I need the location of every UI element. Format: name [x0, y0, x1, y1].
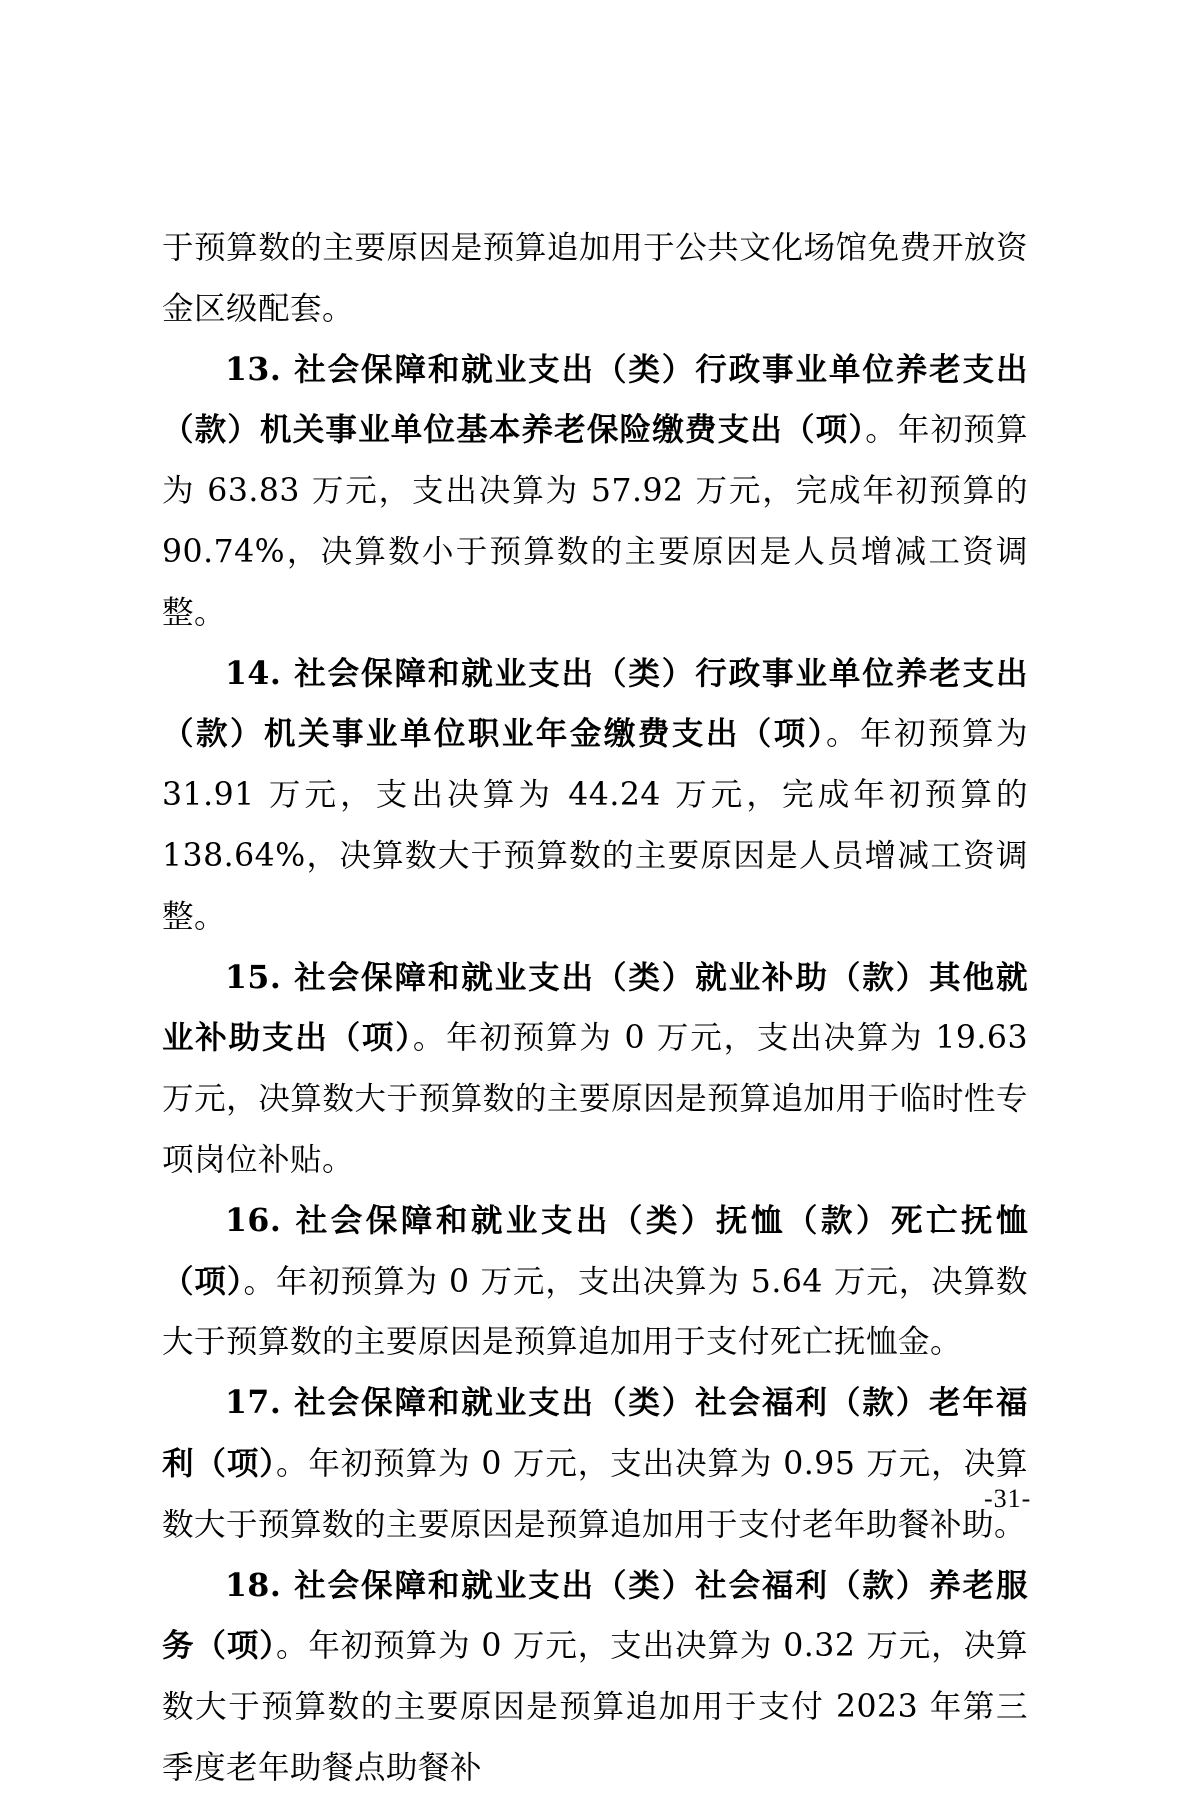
- paragraph-item-15: [162, 948, 1028, 1191]
- paragraph-body: 于预算数的主要原因是预算追加用于公共文化场馆免费开放资金区级配套。: [162, 230, 1028, 327]
- paragraph-body: 。年初预算为 63.83 万元，支出决算为 57.92 万元，完成年初预算的 90.74%，决算数小于预算数的主要原因是人员增减工资调整。: [162, 412, 1028, 631]
- item-heading: 16. 社会保障和就业支出（类）抚恤（款）死亡抚恤（项）: [162, 1201, 1028, 1300]
- item-heading: 13. 社会保障和就业支出（类）行政事业单位养老支出（款）机关事业单位基本养老保险缴费支出（项）: [162, 350, 1028, 449]
- paragraph-body: 。年初预算为 0 万元，支出决算为 0.95 万元，决算数大于预算数的主要原因是预算追加用于支付老年助餐补助。: [162, 1445, 1028, 1543]
- paragraph-item-17: [162, 1373, 1028, 1555]
- paragraph-continuation: [162, 218, 1028, 340]
- paragraph-item-18: [162, 1556, 1028, 1799]
- item-heading: 18. 社会保障和就业支出（类）社会福利（款）养老服务（项）: [162, 1566, 1028, 1665]
- paragraph-body: 。年初预算为 0 万元，支出决算为 19.63 万元，决算数大于预算数的主要原因是预算追加用于临时性专项岗位补贴。: [162, 1020, 1028, 1178]
- paragraph-body: 。年初预算为 0 万元，支出决算为 5.64 万元，决算数大于预算数的主要原因是预算追加用于支付死亡抚恤金。: [162, 1263, 1028, 1361]
- paragraph-body: 。年初预算为 0 万元，支出决算为 0.32 万元，决算数大于预算数的主要原因是预算追加用于支付 2023 年第三季度老年助餐点助餐补: [162, 1628, 1028, 1786]
- paragraph-item-13: [162, 340, 1028, 644]
- paragraph-item-16: [162, 1191, 1028, 1373]
- page-number: -31-: [984, 1484, 1032, 1513]
- item-heading: 17. 社会保障和就业支出（类）社会福利（款）老年福利（项）: [162, 1384, 1028, 1482]
- paragraph-body: 。年初预算为 31.91 万元，支出决算为 44.24 万元，完成年初预算的 138.64%，决算数大于预算数的主要原因是人员增减工资调整。: [162, 716, 1028, 935]
- item-heading: 15. 社会保障和就业支出（类）就业补助（款）其他就业补助支出（项）: [162, 958, 1028, 1057]
- paragraph-item-14: [162, 644, 1028, 948]
- item-heading: 14. 社会保障和就业支出（类）行政事业单位养老支出（款）机关事业单位职业年金缴费支出（项）: [162, 654, 1028, 753]
- document-page: [162, 218, 1028, 1799]
